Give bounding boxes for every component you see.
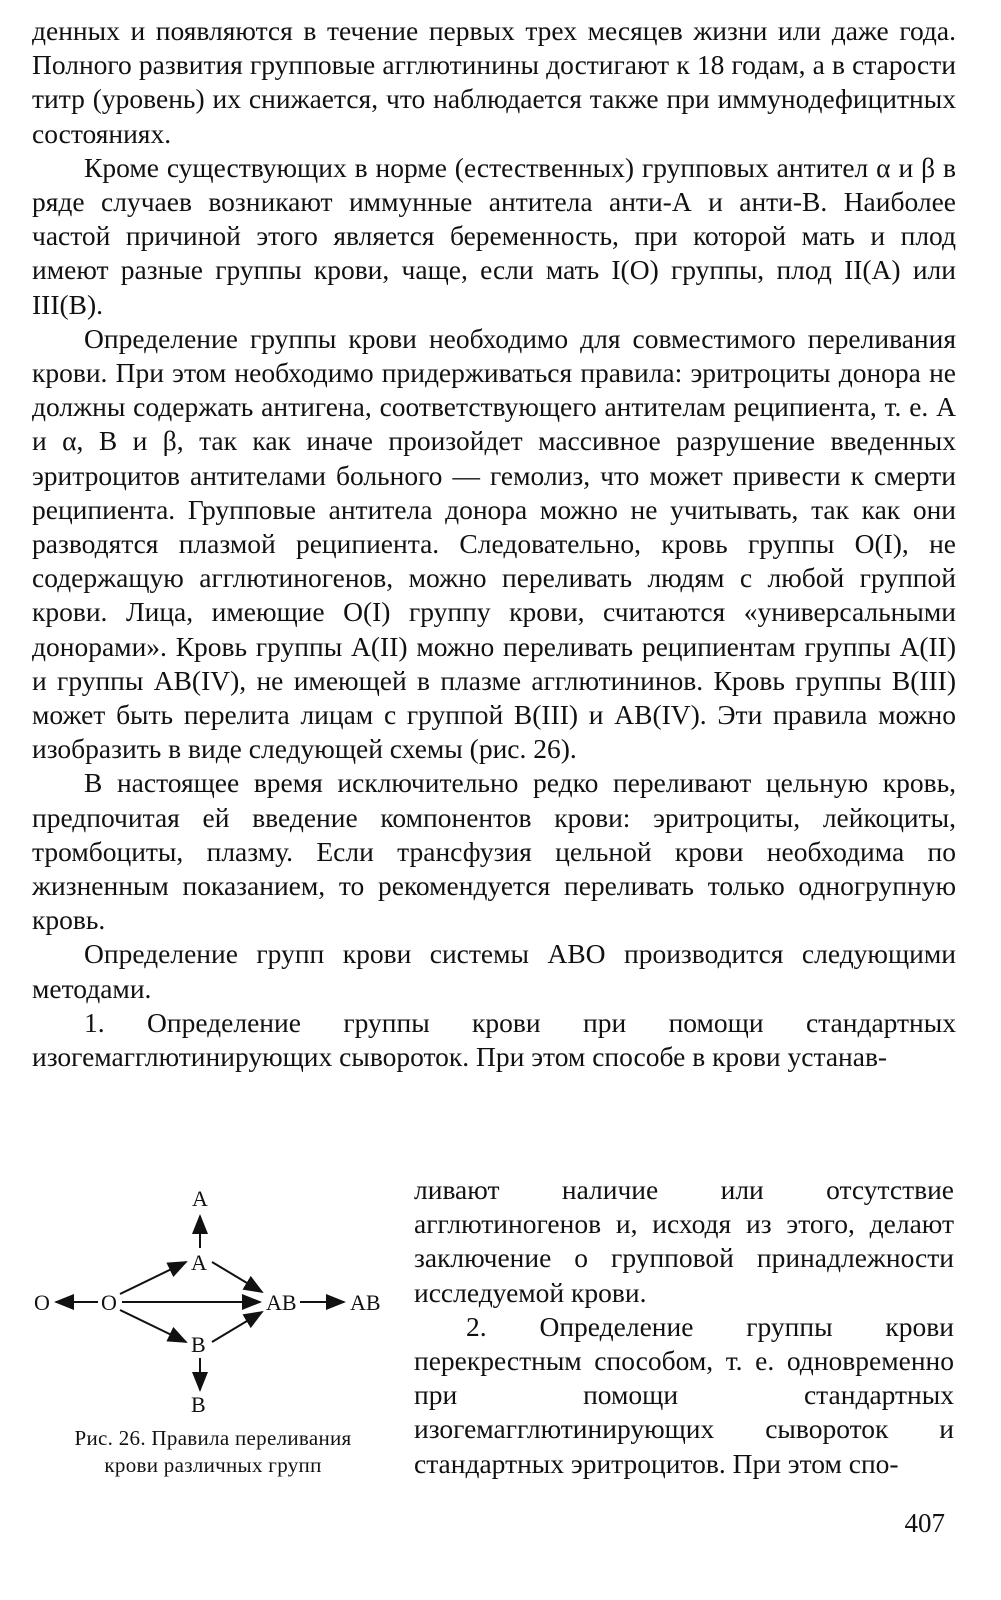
node-o-mid: O xyxy=(101,1290,117,1315)
paragraph: ливают наличие или отсутствие агглютиногенов и, исходя из этого, делают заключение о групповой принадлежности исследуемой крови. xyxy=(414,1174,954,1308)
transfusion-diagram xyxy=(28,1180,398,1425)
caption-line-2: крови различных групп xyxy=(104,1453,322,1477)
figure-caption xyxy=(28,1425,398,1479)
arrow-o-to-a xyxy=(120,1262,186,1294)
caption-line-1: Рис. 26. Правила переливания xyxy=(74,1426,352,1450)
paragraph: Определение группы крови необходимо для совместимого переливания крови. При этом необходимо придерживаться правила: эритроциты донора не должны содержать антигена, соответствующего антителам реципиента, т. е. А и α, В и β, так как иначе произойдет массивное разрушение введенных эритроцитов антителами больного — гемолиз, что может привести к смерти реципиента. Групповые антитела донора можно не учитывать, так как они разводятся плазмой реципиента. Следовательно, кровь группы O(I), не содержащую агглютиногенов, можно переливать людям с любой группой крови. Лица, имеющие O(I) группу крови, считаются «универсальными донорами». Кровь группы A(II) можно переливать реципиентам группы A(II) и группы AB(IV), не имеющей в плазме агглютининов. Кровь группы B(III) может быть перелита лицам с группой B(III) и AB(IV). Эти правила можно изобразить в виде следующей схемы (рис. 26). xyxy=(32,322,956,765)
node-b-bottom: B xyxy=(191,1392,206,1417)
paragraph: Определение групп крови системы АВО производится следующими методами. xyxy=(32,938,956,1004)
main-text xyxy=(32,14,956,1074)
page-number: 407 xyxy=(904,1508,945,1538)
node-ab-right: AB xyxy=(350,1290,381,1315)
paragraph: В настоящее время исключительно редко переливают цельную кровь, предпочитая ей введение компонентов крови: эритроциты, лейкоциты, тромбоциты, плазму. Если трансфузия цельной крови необходима по жизненным показанием, то рекомендуется переливать только одногрупную кровь. xyxy=(32,767,956,936)
node-ab-mid: AB xyxy=(266,1290,297,1315)
paragraph: 2. Определение группы крови перекрестным способом, т. е. одновременно при помощи стандартных изогемагглютинирующих сывороток и стандартных эритроцитов. При этом спо- xyxy=(414,1310,954,1479)
node-a-top: A xyxy=(192,1186,208,1211)
node-o-left: O xyxy=(34,1290,50,1315)
arrow-a-to-ab xyxy=(212,1262,262,1292)
paragraph: 1. Определение группы крови при помощи стандартных изогемагглютинирующих сывороток. При этом способе в крови устанав- xyxy=(32,1006,956,1073)
node-b-mid: B xyxy=(191,1332,206,1357)
paragraph: денных и появляются в течение первых трех месяцев жизни или даже года. Полного развития групповые агглютинины достигают к 18 годам, а в старости титр (уровень) их снижается, что наблюдается также при иммунодефицитных состояниях. xyxy=(32,15,956,149)
arrow-b-to-ab xyxy=(212,1312,262,1342)
node-a-mid: A xyxy=(191,1250,207,1275)
paragraph: Кроме существующих в норме (естественных) групповых антител α и β в ряде случаев возникают иммунные антитела анти-А и анти-В. Наиболее частой причиной этого является беременность, при которой мать и плод имеют разные группы крови, чаще, если мать I(O) группы, плод II(A) или III(B). xyxy=(32,151,956,320)
arrow-o-to-b xyxy=(120,1310,186,1342)
side-text xyxy=(414,1173,954,1481)
figure-26 xyxy=(28,1180,398,1490)
